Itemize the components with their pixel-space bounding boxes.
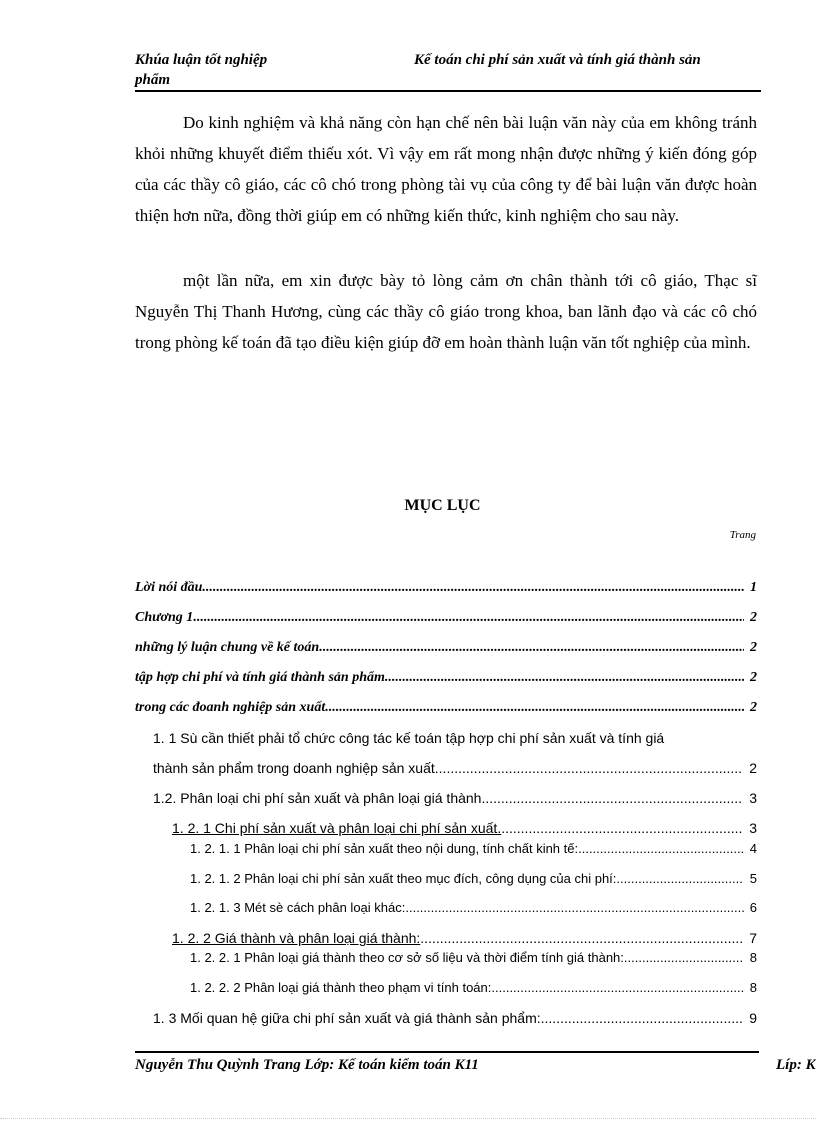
page-footer: Nguyễn Thu Quỳnh Trang Lớp: Kế toán kiểm toán K11	[135, 1057, 479, 1073]
body-paragraph-1	[135, 107, 757, 231]
page-header-right: Kế toán chi phí sản xuất và tính giá thành sản	[414, 52, 701, 68]
toc-entry-page: 8	[749, 950, 757, 965]
toc-entry[interactable]	[190, 980, 757, 995]
toc-entry[interactable]	[190, 841, 757, 856]
toc-entry-page: 5	[749, 871, 757, 886]
toc-entry[interactable]	[190, 871, 757, 886]
toc-entry[interactable]	[172, 930, 757, 946]
toc-entry[interactable]	[135, 610, 757, 626]
toc-entry-page: 2	[750, 670, 757, 685]
toc-entry-page: 3	[749, 790, 757, 806]
toc-entry[interactable]	[135, 640, 757, 656]
page-footer-right: Líp: K	[776, 1057, 816, 1073]
toc-page-label: Trang	[729, 529, 756, 541]
toc-entry[interactable]	[172, 820, 757, 836]
toc-entry-page: 3	[749, 820, 757, 836]
toc-entry[interactable]	[190, 950, 757, 965]
toc-entry-page: 2	[750, 700, 757, 715]
toc-entry-page: 6	[749, 900, 757, 915]
toc-entry-line1[interactable]: 1. 1 Sù cần thiết phải tổ chức công tác kế toán tập hợp chi phí sản xuất và tính giá	[153, 730, 665, 746]
toc-entry-label: trong các đoanh nghiệp sản xuất	[135, 700, 326, 715]
toc-entry[interactable]	[135, 670, 757, 686]
toc-entry-page: 7	[749, 930, 757, 946]
toc-entry[interactable]	[135, 700, 757, 716]
toc-entry-page: 8	[749, 980, 757, 995]
header-left-line2: phẩm	[135, 72, 171, 88]
toc-entry-label: 1. 2. 1. 1 Phân loại chi phí sản xuất theo nội dung, tính chất kinh tế:	[190, 841, 579, 856]
header-rule	[135, 90, 761, 92]
toc-entry-page: 2	[750, 640, 757, 655]
page-header-left	[135, 50, 267, 90]
toc-entry-label: thành sản phẩm trong doanh nghiệp sản xuất	[153, 760, 435, 776]
toc-entry[interactable]	[153, 790, 757, 806]
toc-entry-label: 1.2. Phân loại chi phí sản xuất và phân loại giá thành	[153, 790, 482, 806]
toc-entry-page: 9	[749, 1010, 757, 1026]
toc-entry[interactable]	[190, 900, 757, 915]
body-paragraph-2	[135, 265, 757, 358]
footer-rule	[135, 1051, 759, 1053]
toc-entry-label: 1. 2. 2. 2 Phân loại giá thành theo phạm vi tính toán:	[190, 980, 492, 995]
toc-entry-label: 1. 2. 1. 3 Mét sè cách phân loại khác:	[190, 900, 406, 915]
toc-entry-label: 1. 2. 2 Giá thành và phân loại giá thành:	[172, 930, 421, 946]
page-bottom-divider	[0, 1118, 816, 1119]
toc-entry-page: 2	[749, 760, 757, 776]
toc-entry-page: 2	[750, 610, 757, 625]
toc-entry[interactable]	[135, 580, 757, 596]
toc-entry-label: 1. 2. 1 Chi phí sản xuất và phân loại chi phí sản xuất.	[172, 820, 502, 836]
toc-entry-page: 4	[749, 841, 757, 856]
toc-entry-label: Chương 1	[135, 610, 194, 625]
toc-entry[interactable]	[153, 1010, 757, 1026]
toc-entry-label: những lý luận chung về kế toán	[135, 640, 320, 655]
paragraph-1-text: Do kinh nghiệm và khả năng còn hạn chế nên bài luận văn này của em không tránh khỏi những khuyết điểm thiếu xót. Vì vậy em rất mong nhận được những ý kiến đóng góp của các thầy cô giáo, các cô chó trong phòng tài vụ của công ty để bài luận văn được hoàn thiện hơn nữa, đồng thời giúp em có những kiến thức, kinh nghiệm cho sau này.	[135, 113, 757, 225]
toc-entry-label: Lời nói đầu	[135, 580, 203, 595]
toc-entry-label: 1. 2. 1. 2 Phân loại chi phí sản xuất theo mục đích, công dụng của chi phí:	[190, 871, 617, 886]
toc-entry-label: tập hợp chi phí và tính giá thành sản phẩm	[135, 670, 385, 685]
toc-entry-label: 1. 3 Mối quan hệ giữa chi phí sản xuất và giá thành sản phẩm:	[153, 1010, 541, 1026]
toc-entry-page: 1	[750, 580, 757, 595]
toc-entry[interactable]	[153, 760, 757, 776]
toc-entry-label: 1. 2. 2. 1 Phân loại giá thành theo cơ sở số liệu và thời điểm tính giá thành:	[190, 950, 624, 965]
paragraph-2-text: một lần nữa, em xin được bày tỏ lòng cảm ơn chân thành tới cô giáo, Thạc sĩ Nguyễn Thị Thanh Hương, cùng các thầy cô giáo trong khoa, ban lãnh đạo và các cô chó trong phòng kế toán đã tạo điều kiện giúp đỡ em hoàn thành luận văn tốt nghiệp của mình.	[135, 271, 757, 352]
toc-title: MỤC LỤC	[404, 497, 481, 514]
header-left-line1: Khúa luận tốt nghiệp	[135, 52, 268, 68]
